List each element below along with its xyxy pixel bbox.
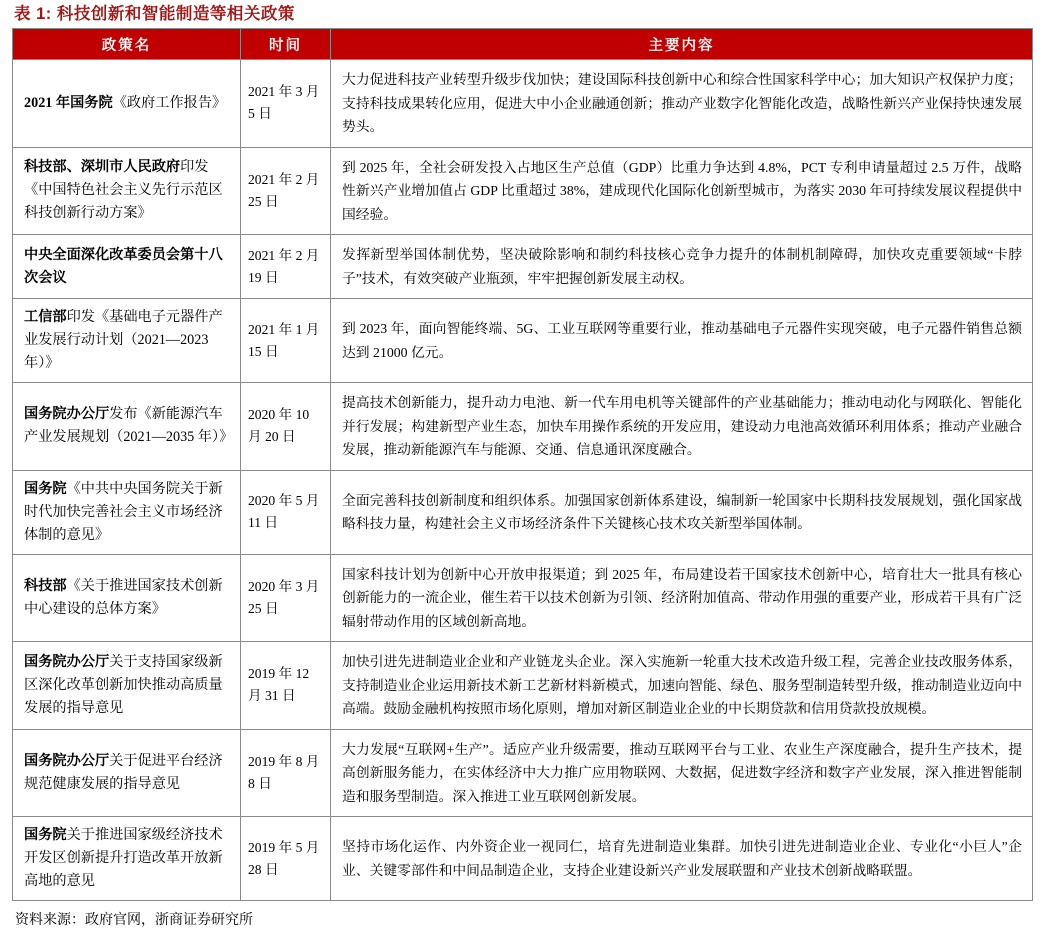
table-row: [13, 642, 1033, 730]
cell-policy-name: [13, 147, 241, 235]
policy-name-rest: 关于支持国家级新区深化改革创新加快推动高质量发展的指导意见: [24, 653, 223, 716]
table-row: [13, 147, 1033, 235]
cell-main-content: 加快引进先进制造业企业和产业链龙头企业。深入实施新一轮重大技术改造升级工程，完善企业技改服务体系，支持制造业企业运用新技术新工艺新材料新模式，加速向智能、绿色、服务型制造转型升级，推动制造业迈向中高端。鼓励金融机构按照市场化原则，增加对新区制造业企业的中长期贷款和信用贷款投放规模。: [331, 642, 1033, 730]
table-row: [13, 299, 1033, 383]
table-row: [13, 554, 1033, 642]
policy-org: 2021 年国务院: [24, 94, 113, 111]
policy-name-rest: 《中共中央国务院关于新时代加快完善社会主义市场经济体制的意见》: [24, 480, 223, 543]
cell-main-content: 发挥新型举国体制优势，坚决破除影响和制约科技核心竞争力提升的体制机制障碍，加快攻克重要领域“卡脖子”技术，有效突破产业瓶颈，牢牢把握创新发展主动权。: [331, 235, 1033, 299]
column-header-time: 时间: [241, 29, 331, 60]
policy-org: 工信部: [24, 309, 67, 325]
cell-time: 2021 年 2 月 25 日: [241, 147, 331, 235]
cell-time: 2021 年 2 月 19 日: [241, 235, 331, 299]
source-note: 资料来源：政府官网，浙商证券研究所: [15, 913, 253, 928]
table-row: [13, 729, 1033, 817]
policy-name-rest: 印发《中国特色社会主义先行示范区科技创新行动方案》: [24, 159, 223, 222]
cell-policy-name: [13, 235, 241, 299]
cell-time: 2019 年 12 月 31 日: [241, 642, 331, 730]
policy-org: 国务院办公厅: [24, 406, 110, 423]
cell-time: 2020 年 3 月 25 日: [241, 554, 331, 642]
cell-policy-name: [13, 60, 241, 148]
cell-main-content: 全面完善科技创新制度和组织体系。加强国家创新体系建设，编制新一轮国家中长期科技发展规划，强化国家战略科技力量，构建社会主义市场经济条件下关键核心技术攻关新型举国体制。: [331, 470, 1033, 554]
cell-policy-name: [13, 299, 241, 383]
cell-policy-name: [13, 470, 241, 554]
cell-main-content: 提高技术创新能力，提升动力电池、新一代车用电机等关键部件的产业基础能力；推动电动化与网联化、智能化并行发展；构建新型产业生态，加快车用操作系统的开发应用，建设动力电池高效循环利用体系；推动产业融合发展，推动新能源汽车与能源、交通、信息通讯深度融合。: [331, 383, 1033, 471]
policy-org: 中央全面深化改革委员会第十八次会议: [24, 246, 223, 286]
table-header: [13, 29, 1033, 60]
table-header-row: [13, 29, 1033, 60]
policy-name-rest: 发布《新能源汽车产业发展规划（2021—2035 年）》: [24, 406, 234, 446]
column-header-main-content: 主要内容: [331, 29, 1033, 60]
table-row: [13, 817, 1033, 901]
cell-time: 2020 年 10 月 20 日: [241, 383, 331, 471]
policy-org: 国务院: [24, 480, 67, 497]
cell-main-content: 国家科技计划为创新中心开放申报渠道；到 2025 年，布局建设若干国家技术创新中心，培育壮大一批具有核心创新能力的一流企业，催生若干以技术创新为引领、经济附加值高、带动作用强的重要产业，形成若干具有广泛辐射带动作用的区域创新高地。: [331, 554, 1033, 642]
policy-org: 科技部: [24, 577, 67, 594]
policy-org: 国务院: [24, 827, 67, 843]
table-row: [13, 383, 1033, 471]
cell-main-content: 坚持市场化运作、内外资企业一视同仁，培育先进制造业集群。加快引进先进制造业企业、专业化“小巨人”企业、关键零部件和中间品制造企业，支持企业建设新兴产业发展联盟和产业技术创新战略联盟。: [331, 817, 1033, 901]
policy-name-rest: 《关于推进国家技术创新中心建设的总体方案》: [24, 577, 223, 617]
cell-policy-name: [13, 642, 241, 730]
policy-org: 国务院办公厅: [24, 752, 110, 769]
table-body: [13, 60, 1033, 901]
table-row: [13, 235, 1033, 299]
table-row: [13, 470, 1033, 554]
page-title: 表 1: 科技创新和智能制造等相关政策: [14, 5, 295, 23]
cell-main-content: 大力发展“互联网+生产”。适应产业升级需要，推动互联网平台与工业、农业生产深度融合，提升生产技术，提高创新服务能力，在实体经济中大力推广应用物联网、大数据，促进数字经济和数字产业发展，深入推进智能制造和服务型制造。深入推进工业互联网创新发展。: [331, 729, 1033, 817]
cell-time: 2019 年 8 月 8 日: [241, 729, 331, 817]
policy-name-rest: 《政府工作报告》: [112, 94, 227, 111]
policy-table: [12, 28, 1033, 901]
cell-time: 2019 年 5 月 28 日: [241, 817, 331, 901]
policy-name-rest: 印发《基础电子元器件产业发展行动计划（2021—2023 年）》: [24, 309, 223, 371]
table-row: [13, 60, 1033, 148]
cell-time: 2021 年 1 月 15 日: [241, 299, 331, 383]
cell-time: 2020 年 5 月 11 日: [241, 470, 331, 554]
policy-org: 国务院办公厅: [24, 653, 110, 670]
cell-main-content: 到 2023 年，面向智能终端、5G、工业互联网等重要行业，推动基础电子元器件实现突破，电子元器件销售总额达到 21000 亿元。: [331, 299, 1033, 383]
policy-org: 科技部、深圳市人民政府: [24, 159, 181, 176]
cell-main-content: 大力促进科技产业转型升级步伐加快；建设国际科技创新中心和综合性国家科学中心；加大知识产权保护力度；支持科技成果转化应用，促进大中小企业融通创新；推动产业数字化智能化改造，战略性新兴产业保持快速发展势头。: [331, 60, 1033, 148]
cell-policy-name: [13, 554, 241, 642]
cell-time: 2021 年 3 月 5 日: [241, 60, 331, 148]
cell-main-content: 到 2025 年，全社会研发投入占地区生产总值（GDP）比重力争达到 4.8%，PCT 专利申请量超过 2.5 万件，战略性新兴产业增加值占 GDP 比重超过 38%，建成现代化国际化创新型城市，为落实 2030 年可持续发展议程提供中国经验。: [331, 147, 1033, 235]
policy-name-rest: 关于促进平台经济规范健康发展的指导意见: [24, 752, 223, 792]
cell-policy-name: [13, 817, 241, 901]
cell-policy-name: [13, 729, 241, 817]
cell-policy-name: [13, 383, 241, 471]
column-header-policy-name: 政策名: [13, 29, 241, 60]
policy-name-rest: 关于推进国家级经济技术开发区创新提升打造改革开放新高地的意见: [24, 827, 223, 889]
